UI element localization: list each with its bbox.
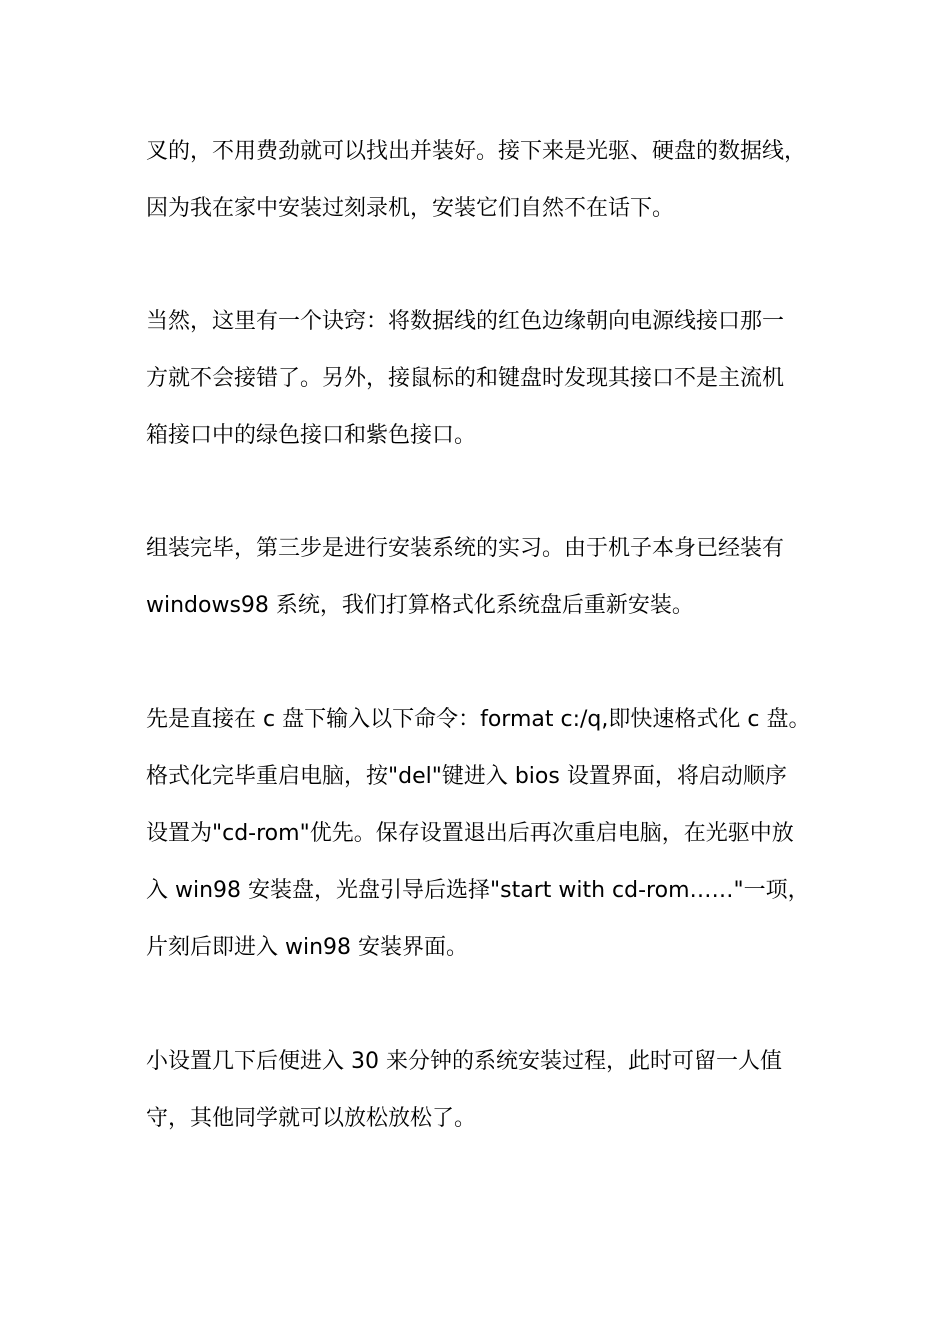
text-line: 当然，这里有一个诀窍：将数据线的红色边缘朝向电源线接口那一: [146, 309, 785, 334]
text-line: windows98 系统，我们打算格式化系统盘后重新安装。: [146, 593, 694, 618]
text-line: 方就不会接错了。另外，接鼠标的和键盘时发现其接口不是主流机: [146, 366, 785, 391]
text-line: 设置为"cd-rom"优先。保存设置退出后再次重启电脑，在光驱中放: [146, 821, 794, 846]
text-line: 守，其他同学就可以放松放松了。: [146, 1106, 477, 1131]
text-line: 小设置几下后便进入 30 来分钟的系统安装过程，此时可留一人值: [146, 1049, 782, 1074]
text-line: 箱接口中的绿色接口和紫色接口。: [146, 423, 477, 448]
text-line: 因为我在家中安装过刻录机，安装它们自然不在话下。: [146, 196, 675, 221]
text-line: 格式化完毕重启电脑，按"del"键进入 bios 设置界面，将启动顺序: [146, 764, 787, 789]
text-line: 组装完毕，第三步是进行安装系统的实习。由于机子本身已经装有: [146, 536, 785, 561]
text-line: 入 win98 安装盘，光盘引导后选择"start with cd-rom……"一项，: [146, 878, 810, 903]
text-line: 叉的，不用费劲就可以找出并装好。接下来是光驱、硬盘的数据线，: [146, 139, 807, 164]
text-line: 先是直接在 c 盘下输入以下命令：format c:/q,即快速格式化 c 盘。: [146, 707, 811, 732]
text-line: 片刻后即进入 win98 安装界面。: [146, 935, 469, 960]
